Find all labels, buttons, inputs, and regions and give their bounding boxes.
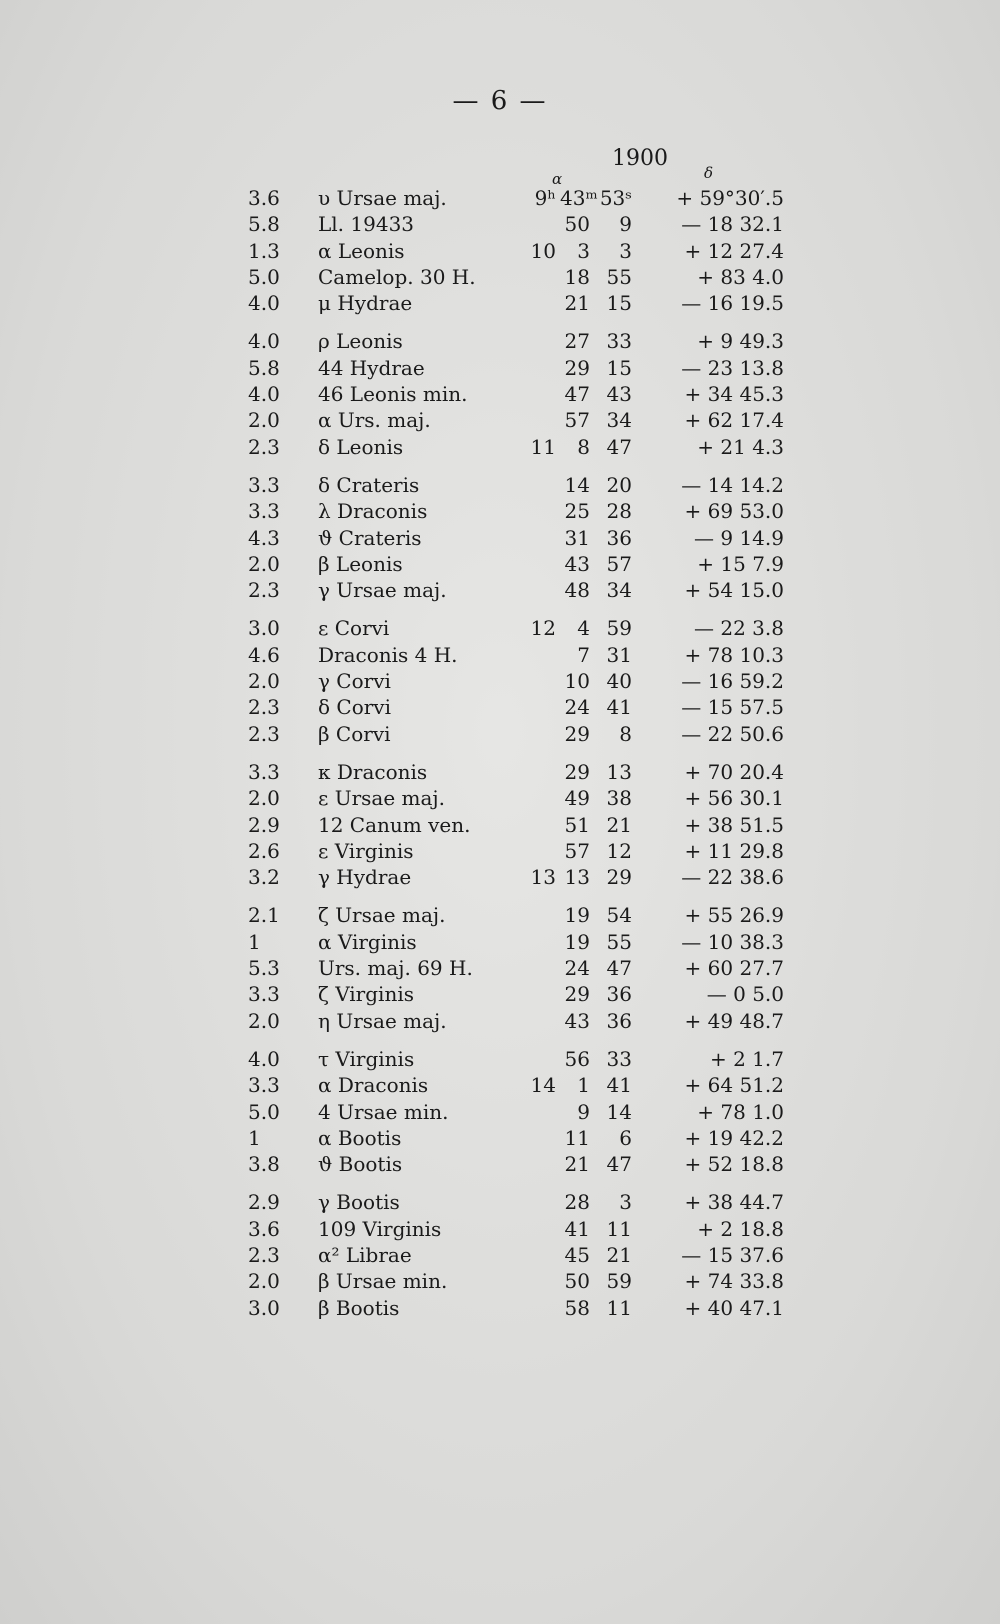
table-row xyxy=(0,616,1000,642)
declination-cell: + 2 18.8 xyxy=(697,1216,784,1241)
table-row xyxy=(0,930,1000,956)
ra-minutes-cell: 18 xyxy=(564,264,590,289)
ra-minutes-cell: 24 xyxy=(564,956,590,981)
magnitude-cell: 2.3 xyxy=(248,721,280,746)
table-row xyxy=(0,356,1000,382)
ra-seconds-cell: 34 xyxy=(606,408,632,433)
ra-minutes-cell: 57 xyxy=(564,838,590,863)
ra-seconds-cell: 57 xyxy=(606,551,632,576)
star-table xyxy=(0,186,1000,1334)
table-row xyxy=(0,291,1000,317)
star-name-cell: 12 Canum ven. xyxy=(318,812,471,837)
table-row xyxy=(0,786,1000,812)
ra-minutes-cell: 13 xyxy=(564,865,590,890)
declination-cell: + 62 17.4 xyxy=(684,408,784,433)
table-row xyxy=(0,956,1000,982)
declination-cell: — 14 14.2 xyxy=(681,472,784,497)
ra-seconds-cell: 40 xyxy=(606,669,632,694)
declination-cell: — 18 32.1 xyxy=(681,212,784,237)
star-name-cell: τ Virginis xyxy=(318,1046,415,1071)
declination-cell: + 11 29.8 xyxy=(684,838,784,863)
ra-seconds-cell: 28 xyxy=(606,499,632,524)
table-row xyxy=(0,186,1000,212)
star-group xyxy=(0,760,1000,891)
magnitude-cell: 2.3 xyxy=(248,434,280,459)
table-row xyxy=(0,1009,1000,1035)
magnitude-cell: 4.0 xyxy=(248,291,280,316)
ra-minutes-cell: 27 xyxy=(564,329,590,354)
table-row xyxy=(0,1047,1000,1073)
ra-seconds-cell: 53ˢ xyxy=(599,186,632,210)
magnitude-cell: 4.0 xyxy=(248,329,280,354)
ra-seconds-cell: 13 xyxy=(606,759,632,784)
star-name-cell: 46 Leonis min. xyxy=(318,382,468,407)
ra-seconds-cell: 11 xyxy=(606,1216,632,1241)
ra-seconds-cell: 54 xyxy=(606,903,632,928)
magnitude-cell: 5.3 xyxy=(248,956,280,981)
magnitude-cell: 2.0 xyxy=(248,1269,280,1294)
star-name-cell: δ Crateris xyxy=(318,472,420,497)
declination-cell: + 34 45.3 xyxy=(684,382,784,407)
star-name-cell: 44 Hydrae xyxy=(318,355,425,380)
declination-cell: + 69 53.0 xyxy=(684,499,784,524)
star-name-cell: δ Corvi xyxy=(318,695,391,720)
star-name-cell: α Urs. maj. xyxy=(318,408,431,433)
ra-seconds-cell: 33 xyxy=(606,329,632,354)
star-name-cell: Draconis 4 H. xyxy=(318,642,458,667)
star-name-cell: ε Corvi xyxy=(318,616,390,641)
star-name-cell: 109 Virginis xyxy=(318,1216,442,1241)
magnitude-cell: 2.9 xyxy=(248,812,280,837)
ra-minutes-cell: 49 xyxy=(564,786,590,811)
table-row xyxy=(0,1073,1000,1099)
star-name-cell: λ Draconis xyxy=(318,499,428,524)
declination-cell: — 23 13.8 xyxy=(681,355,784,380)
magnitude-cell: 2.3 xyxy=(248,1242,280,1267)
ra-seconds-cell: 47 xyxy=(606,1152,632,1177)
ra-minutes-cell: 43 xyxy=(564,1008,590,1033)
magnitude-cell: 3.3 xyxy=(248,759,280,784)
star-name-cell: α² Librae xyxy=(318,1242,412,1267)
delta-column-header: δ xyxy=(704,164,714,182)
star-name-cell: ϑ Crateris xyxy=(318,525,422,550)
magnitude-cell: 2.0 xyxy=(248,669,280,694)
declination-cell: — 15 37.6 xyxy=(681,1242,784,1267)
ra-seconds-cell: 9 xyxy=(619,212,632,237)
magnitude-cell: 3.2 xyxy=(248,865,280,890)
star-name-cell: Urs. maj. 69 H. xyxy=(318,956,473,981)
ra-minutes-cell: 11 xyxy=(564,1125,590,1150)
ra-minutes-cell: 19 xyxy=(564,903,590,928)
ra-minutes-cell: 47 xyxy=(564,382,590,407)
ra-minutes-cell: 50 xyxy=(564,1269,590,1294)
declination-cell: + 49 48.7 xyxy=(684,1008,784,1033)
table-row xyxy=(0,473,1000,499)
ra-minutes-cell: 14 xyxy=(564,472,590,497)
declination-cell: — 16 59.2 xyxy=(681,669,784,694)
star-name-cell: μ Hydrae xyxy=(318,291,413,316)
magnitude-cell: 2.9 xyxy=(248,1190,280,1215)
table-row xyxy=(0,408,1000,434)
ra-minutes-cell: 29 xyxy=(564,759,590,784)
ra-hours-cell: 13 xyxy=(530,865,556,890)
ra-seconds-cell: 33 xyxy=(606,1046,632,1071)
star-name-cell: Ll. 19433 xyxy=(318,212,415,237)
table-row xyxy=(0,865,1000,891)
table-row xyxy=(0,1243,1000,1269)
table-row xyxy=(0,499,1000,525)
magnitude-cell: 3.3 xyxy=(248,982,280,1007)
table-row xyxy=(0,382,1000,408)
star-group xyxy=(0,1047,1000,1178)
ra-seconds-cell: 55 xyxy=(606,264,632,289)
declination-cell: + 56 30.1 xyxy=(684,786,784,811)
declination-cell: + 59°30′.5 xyxy=(676,186,784,210)
star-group xyxy=(0,186,1000,317)
magnitude-cell: 5.0 xyxy=(248,264,280,289)
star-name-cell: β Ursae min. xyxy=(318,1269,448,1294)
magnitude-cell: 3.6 xyxy=(248,1216,280,1241)
table-row xyxy=(0,813,1000,839)
star-name-cell: ζ Virginis xyxy=(318,982,414,1007)
magnitude-cell: 4.0 xyxy=(248,1046,280,1071)
declination-cell: — 22 3.8 xyxy=(694,616,784,641)
ra-seconds-cell: 34 xyxy=(606,578,632,603)
ra-seconds-cell: 14 xyxy=(606,1099,632,1124)
ra-minutes-cell: 57 xyxy=(564,408,590,433)
ra-minutes-cell: 56 xyxy=(564,1046,590,1071)
ra-seconds-cell: 36 xyxy=(606,1008,632,1033)
table-row xyxy=(0,1100,1000,1126)
declination-cell: + 38 51.5 xyxy=(684,812,784,837)
table-row xyxy=(0,643,1000,669)
ra-minutes-cell: 24 xyxy=(564,695,590,720)
table-row xyxy=(0,760,1000,786)
ra-seconds-cell: 6 xyxy=(619,1125,632,1150)
star-name-cell: γ Ursae maj. xyxy=(318,578,447,603)
magnitude-cell: 2.3 xyxy=(248,578,280,603)
ra-seconds-cell: 43 xyxy=(606,382,632,407)
star-name-cell: γ Corvi xyxy=(318,669,391,694)
ra-seconds-cell: 41 xyxy=(606,695,632,720)
declination-cell: — 22 50.6 xyxy=(681,721,784,746)
declination-cell: + 60 27.7 xyxy=(684,956,784,981)
star-group xyxy=(0,473,1000,604)
ra-minutes-cell: 9 xyxy=(577,1099,590,1124)
ra-seconds-cell: 21 xyxy=(606,812,632,837)
star-name-cell: β Leonis xyxy=(318,551,403,576)
table-row xyxy=(0,1269,1000,1295)
magnitude-cell: 2.0 xyxy=(248,408,280,433)
declination-cell: — 0 5.0 xyxy=(706,982,784,1007)
ra-hours-cell: 12 xyxy=(530,616,556,641)
ra-seconds-cell: 36 xyxy=(606,982,632,1007)
magnitude-cell: 1 xyxy=(248,1125,261,1150)
declination-cell: + 83 4.0 xyxy=(697,264,784,289)
ra-hours-cell: 14 xyxy=(530,1073,556,1098)
ra-minutes-cell: 7 xyxy=(577,642,590,667)
magnitude-cell: 5.8 xyxy=(248,355,280,380)
magnitude-cell: 3.8 xyxy=(248,1152,280,1177)
declination-cell: — 22 38.6 xyxy=(681,865,784,890)
magnitude-cell: 5.8 xyxy=(248,212,280,237)
ra-seconds-cell: 15 xyxy=(606,291,632,316)
declination-cell: + 78 1.0 xyxy=(697,1099,784,1124)
magnitude-cell: 5.0 xyxy=(248,1099,280,1124)
star-group xyxy=(0,903,1000,1034)
ra-minutes-cell: 58 xyxy=(564,1295,590,1320)
ra-minutes-cell: 29 xyxy=(564,982,590,1007)
ra-minutes-cell: 29 xyxy=(564,355,590,380)
star-name-cell: η Ursae maj. xyxy=(318,1008,447,1033)
ra-seconds-cell: 11 xyxy=(606,1295,632,1320)
star-name-cell: ζ Ursae maj. xyxy=(318,903,446,928)
ra-seconds-cell: 3 xyxy=(619,1190,632,1215)
table-row xyxy=(0,265,1000,291)
ra-seconds-cell: 47 xyxy=(606,434,632,459)
ra-minutes-cell: 41 xyxy=(564,1216,590,1241)
declination-cell: + 55 26.9 xyxy=(684,903,784,928)
table-row xyxy=(0,526,1000,552)
magnitude-cell: 2.1 xyxy=(248,903,280,928)
ra-minutes-cell: 43 xyxy=(564,551,590,576)
table-row xyxy=(0,722,1000,748)
ra-minutes-cell: 21 xyxy=(564,291,590,316)
star-name-cell: β Bootis xyxy=(318,1295,400,1320)
magnitude-cell: 2.0 xyxy=(248,786,280,811)
ra-seconds-cell: 29 xyxy=(606,865,632,890)
declination-cell: + 40 47.1 xyxy=(684,1295,784,1320)
magnitude-cell: 2.6 xyxy=(248,838,280,863)
star-name-cell: ρ Leonis xyxy=(318,329,403,354)
alpha-column-header: α xyxy=(552,170,563,188)
ra-minutes-cell: 31 xyxy=(564,525,590,550)
star-name-cell: υ Ursae maj. xyxy=(318,186,447,210)
star-group xyxy=(0,329,1000,460)
declination-cell: + 19 42.2 xyxy=(684,1125,784,1150)
magnitude-cell: 3.0 xyxy=(248,1295,280,1320)
declination-cell: — 9 14.9 xyxy=(694,525,784,550)
table-row xyxy=(0,552,1000,578)
table-row xyxy=(0,839,1000,865)
table-row xyxy=(0,695,1000,721)
ra-seconds-cell: 3 xyxy=(619,238,632,263)
declination-cell: + 9 49.3 xyxy=(697,329,784,354)
table-row xyxy=(0,982,1000,1008)
table-row xyxy=(0,903,1000,929)
ra-seconds-cell: 38 xyxy=(606,786,632,811)
ra-hours-cell: 9ʰ xyxy=(534,186,556,210)
magnitude-cell: 1 xyxy=(248,929,261,954)
table-row xyxy=(0,212,1000,238)
magnitude-cell: 2.3 xyxy=(248,695,280,720)
ra-minutes-cell: 8 xyxy=(577,434,590,459)
magnitude-cell: 2.0 xyxy=(248,1008,280,1033)
ra-minutes-cell: 43ᵐ xyxy=(560,186,598,210)
star-name-cell: α Leonis xyxy=(318,238,405,263)
ra-seconds-cell: 59 xyxy=(606,1269,632,1294)
ra-seconds-cell: 59 xyxy=(606,616,632,641)
declination-cell: + 78 10.3 xyxy=(684,642,784,667)
table-row xyxy=(0,1217,1000,1243)
ra-seconds-cell: 20 xyxy=(606,472,632,497)
ra-minutes-cell: 4 xyxy=(577,616,590,641)
declination-cell: + 38 44.7 xyxy=(684,1190,784,1215)
declination-cell: — 16 19.5 xyxy=(681,291,784,316)
star-name-cell: κ Draconis xyxy=(318,759,428,784)
ra-seconds-cell: 47 xyxy=(606,956,632,981)
ra-seconds-cell: 15 xyxy=(606,355,632,380)
declination-cell: + 74 33.8 xyxy=(684,1269,784,1294)
star-group xyxy=(0,1190,1000,1321)
ra-seconds-cell: 21 xyxy=(606,1242,632,1267)
table-row xyxy=(0,669,1000,695)
magnitude-cell: 3.3 xyxy=(248,1073,280,1098)
ra-seconds-cell: 36 xyxy=(606,525,632,550)
ra-minutes-cell: 48 xyxy=(564,578,590,603)
ra-seconds-cell: 55 xyxy=(606,929,632,954)
table-row xyxy=(0,578,1000,604)
table-row xyxy=(0,239,1000,265)
star-name-cell: Camelop. 30 H. xyxy=(318,264,476,289)
ra-seconds-cell: 8 xyxy=(619,721,632,746)
magnitude-cell: 4.3 xyxy=(248,525,280,550)
star-name-cell: α Draconis xyxy=(318,1073,429,1098)
declination-cell: + 2 1.7 xyxy=(709,1046,784,1071)
magnitude-cell: 3.3 xyxy=(248,499,280,524)
star-name-cell: 4 Ursae min. xyxy=(318,1099,449,1124)
table-row xyxy=(0,1126,1000,1152)
magnitude-cell: 4.6 xyxy=(248,642,280,667)
star-name-cell: α Bootis xyxy=(318,1125,402,1150)
magnitude-cell: 2.0 xyxy=(248,551,280,576)
declination-cell: + 70 20.4 xyxy=(684,759,784,784)
declination-cell: + 12 27.4 xyxy=(684,238,784,263)
star-group xyxy=(0,616,1000,747)
declination-cell: + 15 7.9 xyxy=(697,551,784,576)
ra-minutes-cell: 25 xyxy=(564,499,590,524)
ra-minutes-cell: 51 xyxy=(564,812,590,837)
ra-minutes-cell: 45 xyxy=(564,1242,590,1267)
ra-minutes-cell: 1 xyxy=(577,1073,590,1098)
ra-hours-cell: 10 xyxy=(530,238,556,263)
ra-minutes-cell: 28 xyxy=(564,1190,590,1215)
page-number: — 6 — xyxy=(452,86,548,116)
table-row xyxy=(0,435,1000,461)
star-name-cell: α Virginis xyxy=(318,929,417,954)
ra-hours-cell: 11 xyxy=(530,434,556,459)
table-row xyxy=(0,329,1000,355)
ra-minutes-cell: 29 xyxy=(564,721,590,746)
ra-minutes-cell: 19 xyxy=(564,929,590,954)
star-name-cell: ε Virginis xyxy=(318,838,414,863)
star-name-cell: δ Leonis xyxy=(318,434,404,459)
ra-minutes-cell: 21 xyxy=(564,1152,590,1177)
epoch-heading: 1900 xyxy=(612,146,668,171)
ra-minutes-cell: 50 xyxy=(564,212,590,237)
star-name-cell: β Corvi xyxy=(318,721,391,746)
ra-seconds-cell: 31 xyxy=(606,642,632,667)
table-row xyxy=(0,1152,1000,1178)
magnitude-cell: 1.3 xyxy=(248,238,280,263)
declination-cell: + 64 51.2 xyxy=(684,1073,784,1098)
star-name-cell: ε Ursae maj. xyxy=(318,786,445,811)
declination-cell: + 21 4.3 xyxy=(697,434,784,459)
magnitude-cell: 3.3 xyxy=(248,472,280,497)
star-name-cell: γ Bootis xyxy=(318,1190,400,1215)
table-row xyxy=(0,1296,1000,1322)
table-row xyxy=(0,1190,1000,1216)
magnitude-cell: 3.6 xyxy=(248,186,280,210)
magnitude-cell: 3.0 xyxy=(248,616,280,641)
ra-seconds-cell: 12 xyxy=(606,838,632,863)
star-name-cell: ϑ Bootis xyxy=(318,1152,403,1177)
magnitude-cell: 4.0 xyxy=(248,382,280,407)
ra-seconds-cell: 41 xyxy=(606,1073,632,1098)
ra-minutes-cell: 10 xyxy=(564,669,590,694)
ra-minutes-cell: 3 xyxy=(577,238,590,263)
declination-cell: — 15 57.5 xyxy=(681,695,784,720)
declination-cell: — 10 38.3 xyxy=(681,929,784,954)
declination-cell: + 52 18.8 xyxy=(684,1152,784,1177)
star-name-cell: γ Hydrae xyxy=(318,865,412,890)
declination-cell: + 54 15.0 xyxy=(684,578,784,603)
